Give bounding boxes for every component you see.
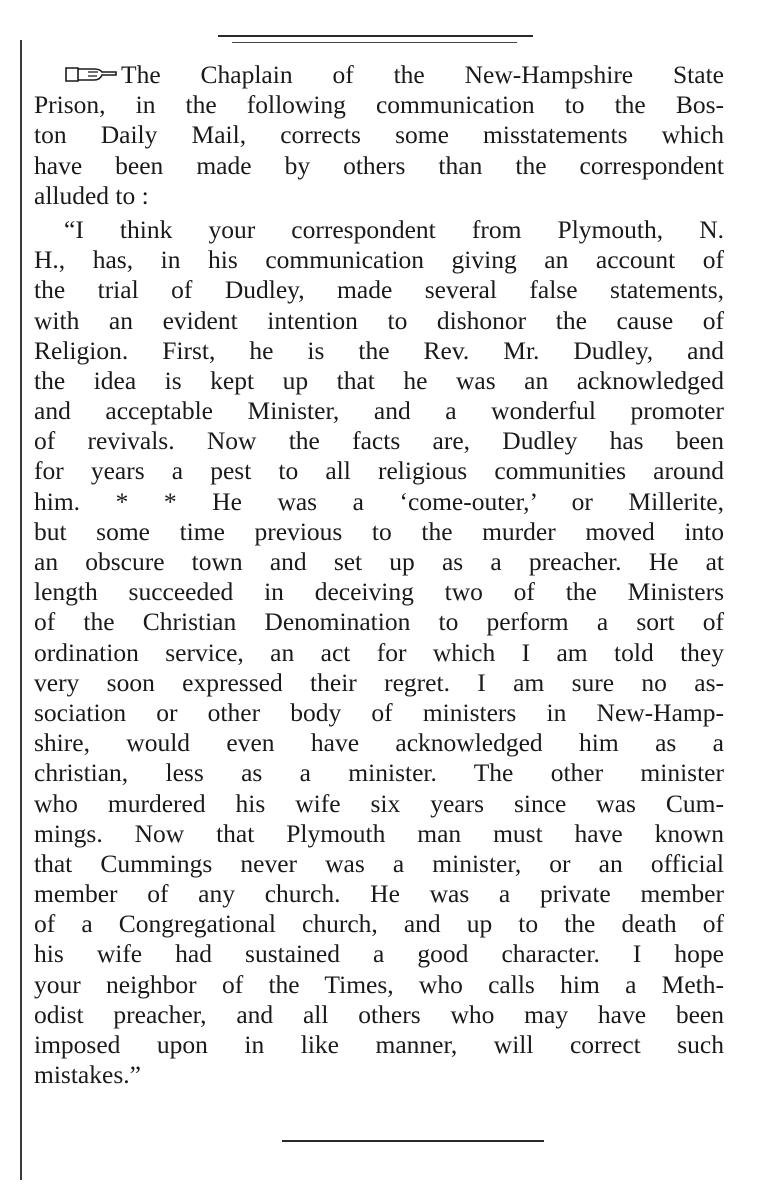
- quote-line: the idea is kept up that he was an acknowledged: [34, 365, 724, 395]
- article-line: ton Daily Mail, corrects some misstatements which: [34, 120, 724, 150]
- quote-line: his wife had sustained a good character. I hope: [34, 939, 724, 969]
- quoted-letter: [34, 215, 724, 1090]
- quote-line: of a Congregational church, and up to the death of: [34, 909, 724, 939]
- quote-line: odist preacher, and all others who may have been: [34, 999, 724, 1029]
- quote-line: sociation or other body of ministers in New-Hamp-: [34, 697, 724, 727]
- quote-line: Religion. First, he is the Rev. Mr. Dudley, and: [34, 335, 724, 365]
- quote-line: for years a pest to all religious communities around: [34, 456, 724, 486]
- quote-line: with an evident intention to dishonor the cause of: [34, 305, 724, 335]
- quote-line: length succeeded in deceiving two of the Ministers: [34, 577, 724, 607]
- quote-line: H., has, in his communication giving an account of: [34, 245, 724, 275]
- quote-line: who murdered his wife six years since was Cum-: [34, 788, 724, 818]
- quote-line: and acceptable Minister, and a wonderful promoter: [34, 396, 724, 426]
- quote-line: ordination service, an act for which I am told they: [34, 637, 724, 667]
- separator-bottom: [282, 1140, 544, 1142]
- quote-line: member of any church. He was a private member: [34, 879, 724, 909]
- separator-top-thin: [232, 42, 517, 43]
- article-line: have been made by others than the correspondent: [34, 150, 724, 180]
- quote-line: imposed upon in like manner, will correct such: [34, 1030, 724, 1059]
- quote-line: of the Christian Denomination to perform a sort of: [34, 607, 724, 637]
- quote-line: that Cummings never was a minister, or an official: [34, 848, 724, 878]
- pointing-hand-icon: [64, 64, 119, 84]
- quote-line: mistakes.”: [34, 1060, 141, 1090]
- quote-line: the trial of Dudley, made several false statements,: [34, 275, 724, 305]
- quote-line: christian, less as a minister. The other minister: [34, 758, 724, 788]
- quote-line: mings. Now that Plymouth man must have known: [34, 818, 724, 848]
- separator-top: [218, 35, 533, 37]
- quote-line: very soon expressed their regret. I am sure no as-: [34, 667, 724, 697]
- article-column: [34, 60, 724, 1090]
- column-rule-left: [20, 40, 22, 1180]
- quote-line: your neighbor of the Times, who calls him a Meth-: [34, 969, 724, 999]
- quote-line: of revivals. Now the facts are, Dudley has been: [34, 426, 724, 456]
- quote-line: him. * * He was a ‘come-outer,’ or Millerite,: [34, 486, 724, 516]
- quote-line: but some time previous to the murder moved into: [34, 516, 724, 546]
- article-line: Prison, in the following communication to the Bos-: [34, 90, 724, 120]
- article-line: alluded to :: [34, 180, 149, 210]
- quote-line: “I think your correspondent from Plymouth, N.: [64, 214, 724, 244]
- article-line: The Chaplain of the New-Hampshire State: [34, 60, 724, 90]
- quote-line: an obscure town and set up as a preacher. He at: [34, 547, 724, 576]
- article-intro: [34, 60, 724, 211]
- quote-line: shire, would even have acknowledged him as a: [34, 728, 724, 758]
